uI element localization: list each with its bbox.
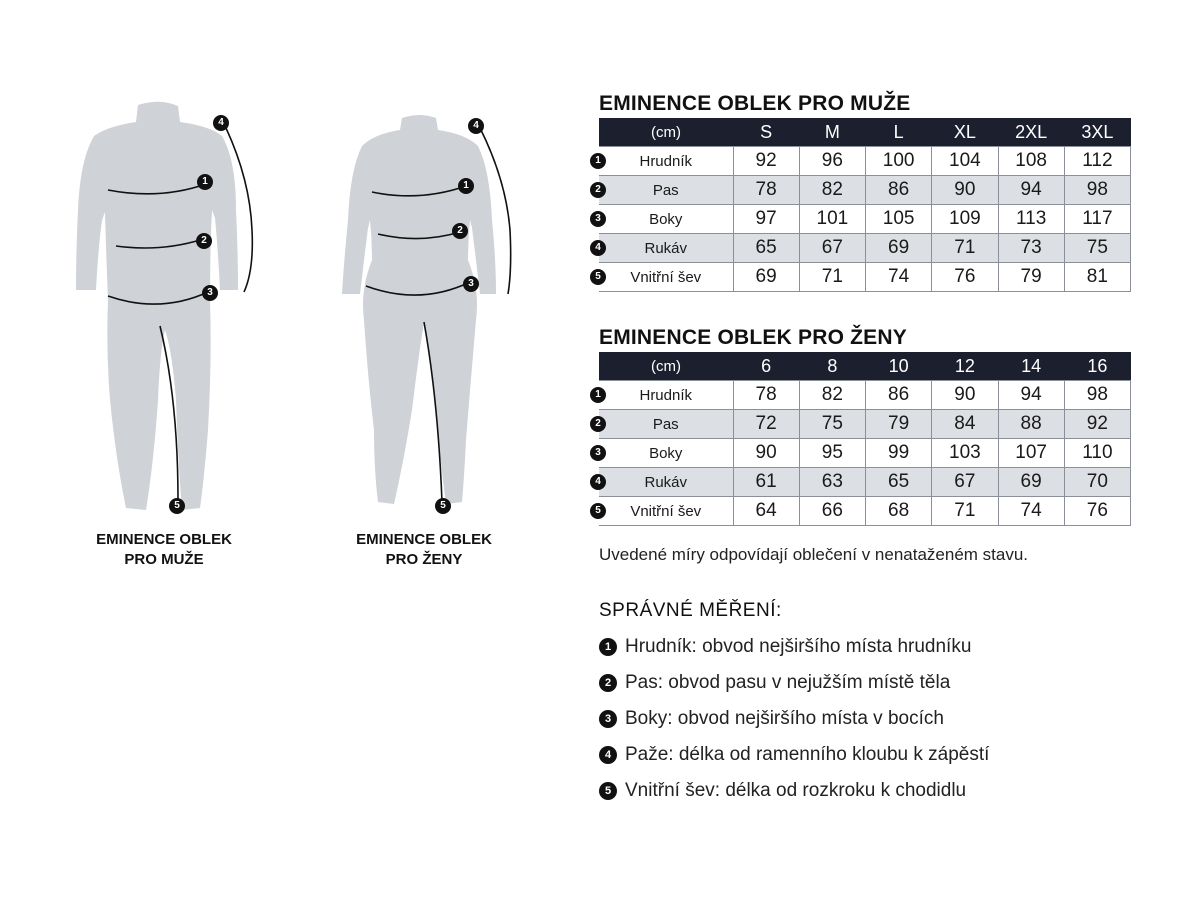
table-cell: 86 bbox=[866, 176, 932, 205]
marker-4-icon: 4 bbox=[468, 118, 484, 134]
table-cell: 94 bbox=[998, 381, 1064, 410]
size-header: 14 bbox=[998, 352, 1064, 381]
size-header: M bbox=[799, 118, 865, 147]
table-cell: 100 bbox=[866, 147, 932, 176]
row-label: 3 Boky bbox=[599, 439, 733, 468]
table-cell: 73 bbox=[998, 234, 1064, 263]
table-header-row bbox=[599, 118, 1131, 147]
table-cell: 117 bbox=[1064, 205, 1130, 234]
table-cell: 75 bbox=[1064, 234, 1130, 263]
table-row bbox=[599, 263, 1131, 292]
size-header: 2XL bbox=[998, 118, 1064, 147]
table-cell: 68 bbox=[866, 497, 932, 526]
marker-5-icon: 5 bbox=[169, 498, 185, 514]
men-figure-markers bbox=[60, 100, 270, 520]
list-item: 1 Hrudník: obvod nejširšího místa hrudníku bbox=[599, 636, 989, 672]
table-cell: 71 bbox=[932, 234, 998, 263]
table-cell: 69 bbox=[866, 234, 932, 263]
table-cell: 107 bbox=[998, 439, 1064, 468]
table-cell: 95 bbox=[799, 439, 865, 468]
table-row bbox=[599, 439, 1131, 468]
size-header: 12 bbox=[932, 352, 998, 381]
marker-1-icon: 1 bbox=[590, 153, 606, 169]
marker-2-icon: 2 bbox=[599, 674, 617, 692]
table-row bbox=[599, 468, 1131, 497]
women-size-table bbox=[595, 352, 1131, 526]
size-header: 3XL bbox=[1064, 118, 1130, 147]
table-cell: 90 bbox=[733, 439, 799, 468]
size-header: S bbox=[733, 118, 799, 147]
table-cell: 96 bbox=[799, 147, 865, 176]
marker-1-icon: 1 bbox=[599, 638, 617, 656]
table-cell: 71 bbox=[932, 497, 998, 526]
table-row bbox=[599, 497, 1131, 526]
table-cell: 108 bbox=[998, 147, 1064, 176]
row-label: 2 Pas bbox=[599, 176, 733, 205]
table-cell: 72 bbox=[733, 410, 799, 439]
table-cell: 66 bbox=[799, 497, 865, 526]
table-cell: 76 bbox=[1064, 497, 1130, 526]
table-cell: 69 bbox=[733, 263, 799, 292]
table-cell: 88 bbox=[998, 410, 1064, 439]
row-label: 2 Pas bbox=[599, 410, 733, 439]
table-row bbox=[599, 381, 1131, 410]
table-cell: 67 bbox=[799, 234, 865, 263]
marker-2-icon: 2 bbox=[590, 416, 606, 432]
marker-3-icon: 3 bbox=[599, 710, 617, 728]
marker-3-icon: 3 bbox=[202, 285, 218, 301]
size-header: L bbox=[866, 118, 932, 147]
women-size-table-block bbox=[595, 326, 1131, 526]
table-cell: 97 bbox=[733, 205, 799, 234]
row-label: 1 Hrudník bbox=[599, 147, 733, 176]
table-cell: 94 bbox=[998, 176, 1064, 205]
size-header: 6 bbox=[733, 352, 799, 381]
measurement-guide bbox=[599, 600, 989, 816]
table-cell: 92 bbox=[733, 147, 799, 176]
table-cell: 103 bbox=[932, 439, 998, 468]
size-header: 16 bbox=[1064, 352, 1130, 381]
table-row bbox=[599, 234, 1131, 263]
marker-4-icon: 4 bbox=[590, 240, 606, 256]
row-label: 5 Vnitřní šev bbox=[599, 497, 733, 526]
marker-4-icon: 4 bbox=[213, 115, 229, 131]
table-cell: 104 bbox=[932, 147, 998, 176]
unit-header: (cm) bbox=[599, 118, 733, 147]
marker-5-icon: 5 bbox=[435, 498, 451, 514]
table-cell: 92 bbox=[1064, 410, 1130, 439]
table-cell: 79 bbox=[866, 410, 932, 439]
table-cell: 110 bbox=[1064, 439, 1130, 468]
women-figure-caption: EMINENCE OBLEK PRO ŽENY bbox=[356, 531, 492, 568]
marker-2-icon: 2 bbox=[590, 182, 606, 198]
table-row bbox=[599, 205, 1131, 234]
table-cell: 84 bbox=[932, 410, 998, 439]
table-cell: 61 bbox=[733, 468, 799, 497]
row-label: 1 Hrudník bbox=[599, 381, 733, 410]
table-cell: 82 bbox=[799, 381, 865, 410]
table-cell: 67 bbox=[932, 468, 998, 497]
table-cell: 63 bbox=[799, 468, 865, 497]
men-figure-caption: EMINENCE OBLEK PRO MUŽE bbox=[96, 531, 232, 568]
men-size-table-block bbox=[595, 92, 1131, 292]
table-cell: 78 bbox=[733, 381, 799, 410]
marker-3-icon: 3 bbox=[590, 211, 606, 227]
table-cell: 65 bbox=[866, 468, 932, 497]
row-label: 4 Rukáv bbox=[599, 468, 733, 497]
table-cell: 71 bbox=[799, 263, 865, 292]
women-table-title: EMINENCE OBLEK PRO ŽENY bbox=[599, 326, 907, 349]
marker-3-icon: 3 bbox=[590, 445, 606, 461]
table-cell: 90 bbox=[932, 176, 998, 205]
table-cell: 81 bbox=[1064, 263, 1130, 292]
table-row bbox=[599, 410, 1131, 439]
row-label: 4 Rukáv bbox=[599, 234, 733, 263]
table-cell: 113 bbox=[998, 205, 1064, 234]
table-cell: 101 bbox=[799, 205, 865, 234]
unit-header: (cm) bbox=[599, 352, 733, 381]
size-header: XL bbox=[932, 118, 998, 147]
table-cell: 98 bbox=[1064, 176, 1130, 205]
size-header: 8 bbox=[799, 352, 865, 381]
table-cell: 78 bbox=[733, 176, 799, 205]
table-cell: 79 bbox=[998, 263, 1064, 292]
table-cell: 86 bbox=[866, 381, 932, 410]
table-cell: 99 bbox=[866, 439, 932, 468]
marker-1-icon: 1 bbox=[590, 387, 606, 403]
marker-3-icon: 3 bbox=[463, 276, 479, 292]
table-cell: 112 bbox=[1064, 147, 1130, 176]
men-table-title: EMINENCE OBLEK PRO MUŽE bbox=[599, 92, 911, 115]
marker-2-icon: 2 bbox=[196, 233, 212, 249]
table-cell: 82 bbox=[799, 176, 865, 205]
list-item: 3 Boky: obvod nejširšího místa v bocích bbox=[599, 708, 989, 744]
table-cell: 69 bbox=[998, 468, 1064, 497]
list-item: 2 Pas: obvod pasu v nejužším místě těla bbox=[599, 672, 989, 708]
marker-1-icon: 1 bbox=[197, 174, 213, 190]
row-label: 5 Vnitřní šev bbox=[599, 263, 733, 292]
table-cell: 65 bbox=[733, 234, 799, 263]
table-cell: 105 bbox=[866, 205, 932, 234]
table-cell: 90 bbox=[932, 381, 998, 410]
list-item: 5 Vnitřní šev: délka od rozkroku k chodidlu bbox=[599, 780, 989, 816]
marker-1-icon: 1 bbox=[458, 178, 474, 194]
marker-2-icon: 2 bbox=[452, 223, 468, 239]
men-size-table bbox=[595, 118, 1131, 292]
table-cell: 109 bbox=[932, 205, 998, 234]
marker-5-icon: 5 bbox=[590, 269, 606, 285]
marker-5-icon: 5 bbox=[590, 503, 606, 519]
table-cell: 70 bbox=[1064, 468, 1130, 497]
table-cell: 74 bbox=[998, 497, 1064, 526]
table-cell: 76 bbox=[932, 263, 998, 292]
table-header-row bbox=[599, 352, 1131, 381]
women-figure-markers bbox=[320, 110, 530, 510]
marker-5-icon: 5 bbox=[599, 782, 617, 800]
table-cell: 75 bbox=[799, 410, 865, 439]
list-item: 4 Paže: délka od ramenního kloubu k zápěstí bbox=[599, 744, 989, 780]
table-cell: 98 bbox=[1064, 381, 1130, 410]
row-label: 3 Boky bbox=[599, 205, 733, 234]
table-cell: 64 bbox=[733, 497, 799, 526]
unstretched-note: Uvedené míry odpovídají oblečení v nenataženém stavu. bbox=[599, 545, 1029, 564]
table-cell: 74 bbox=[866, 263, 932, 292]
size-header: 10 bbox=[866, 352, 932, 381]
table-row bbox=[599, 176, 1131, 205]
marker-4-icon: 4 bbox=[599, 746, 617, 764]
marker-4-icon: 4 bbox=[590, 474, 606, 490]
measurement-guide-title: SPRÁVNÉ MĚŘENÍ: bbox=[599, 600, 782, 621]
table-row bbox=[599, 147, 1131, 176]
